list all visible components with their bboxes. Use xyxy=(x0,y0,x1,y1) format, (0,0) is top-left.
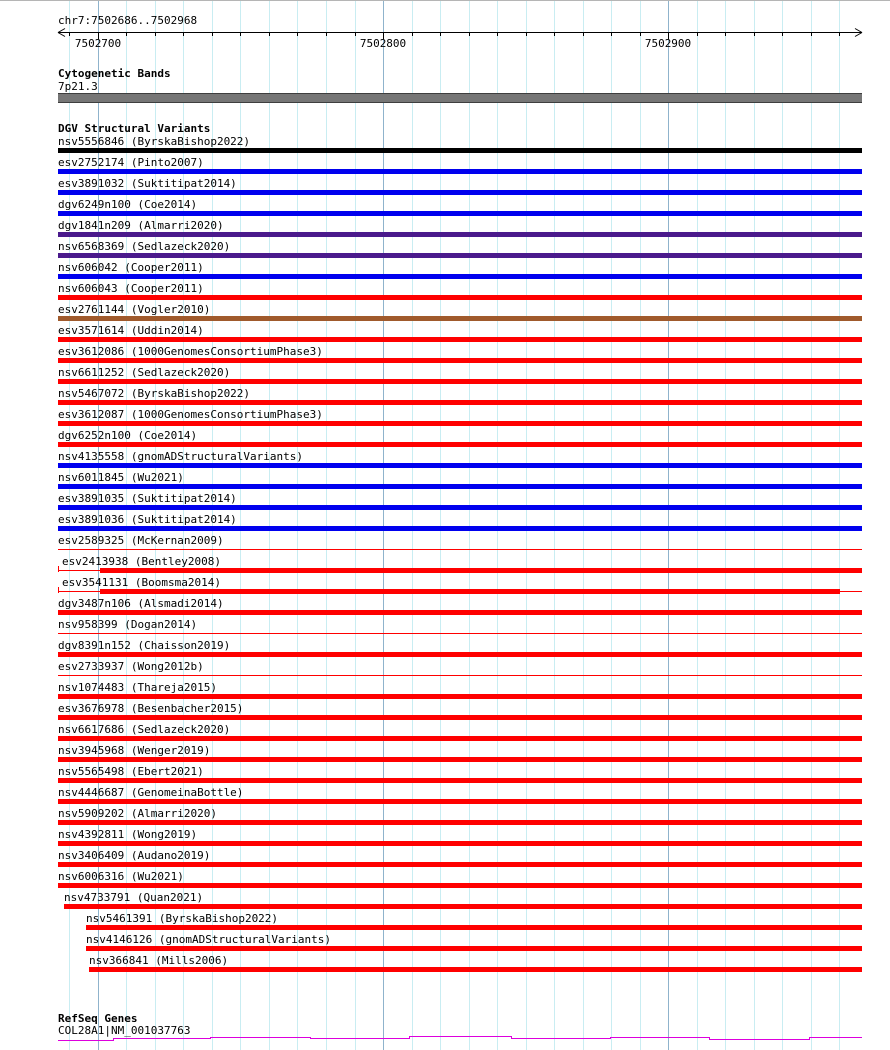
ruler-left-arrow-icon xyxy=(58,29,65,33)
variant-line[interactable] xyxy=(58,549,862,550)
variant-bar[interactable] xyxy=(58,862,862,867)
variant-bar[interactable] xyxy=(58,820,862,825)
variant-bar[interactable] xyxy=(86,946,862,951)
variant-start-tick xyxy=(58,566,59,572)
variant-start-tick xyxy=(58,587,59,593)
variant-label[interactable]: nsv6611252 (Sedlazeck2020) xyxy=(58,366,231,379)
variant-label[interactable]: nsv4135558 (gnomADStructuralVariants) xyxy=(58,450,304,463)
refseq-intron-segment[interactable] xyxy=(113,1038,210,1039)
variant-bar[interactable] xyxy=(58,190,862,195)
variant-label[interactable]: dgv6252n100 (Coe2014) xyxy=(58,429,198,442)
variant-label[interactable]: nsv3406409 (Audano2019) xyxy=(58,849,211,862)
variant-label[interactable]: esv2761144 (Vogler2010) xyxy=(58,303,211,316)
ruler-tick-label: 7502800 xyxy=(359,37,407,50)
variant-bar[interactable] xyxy=(58,274,862,279)
variant-label[interactable]: nsv6568369 (Sedlazeck2020) xyxy=(58,240,231,253)
variant-bar[interactable] xyxy=(89,967,862,972)
variant-bar[interactable] xyxy=(100,589,840,594)
variant-bar[interactable] xyxy=(58,442,862,447)
variant-label[interactable]: nsv6006316 (Wu2021) xyxy=(58,870,184,883)
variant-label[interactable]: esv2413938 (Bentley2008) xyxy=(62,555,221,568)
variant-label[interactable]: nsv6011845 (Wu2021) xyxy=(58,471,184,484)
refseq-intron-segment[interactable] xyxy=(409,1036,511,1037)
variant-bar[interactable] xyxy=(58,379,862,384)
cytoband-label: 7p21.3 xyxy=(58,80,98,93)
track-title-cytogenetic-bands: Cytogenetic Bands xyxy=(58,67,171,80)
variant-bar[interactable] xyxy=(58,148,862,153)
variant-bar[interactable] xyxy=(58,211,862,216)
ruler-right-arrow-icon xyxy=(855,29,862,33)
variant-label[interactable]: esv2589325 (McKernan2009) xyxy=(58,534,224,547)
variant-label[interactable]: nsv958399 (Dogan2014) xyxy=(58,618,198,631)
refseq-intron-segment[interactable] xyxy=(58,1040,113,1041)
variant-label[interactable]: nsv6617686 (Sedlazeck2020) xyxy=(58,723,231,736)
variant-bar[interactable] xyxy=(58,232,862,237)
variant-label[interactable]: nsv4733791 (Quan2021) xyxy=(64,891,204,904)
variant-bar[interactable] xyxy=(58,694,862,699)
ruler-tick-label: 7502900 xyxy=(644,37,692,50)
variant-bar[interactable] xyxy=(58,526,862,531)
variant-bar[interactable] xyxy=(58,505,862,510)
track-title-dgv-structural-variants: DGV Structural Variants xyxy=(58,122,211,135)
variant-label[interactable]: dgv6249n100 (Coe2014) xyxy=(58,198,198,211)
variant-label[interactable]: dgv8391n152 (Chaisson2019) xyxy=(58,639,231,652)
variant-label[interactable]: nsv5556846 (ByrskaBishop2022) xyxy=(58,135,251,148)
variant-bar[interactable] xyxy=(58,841,862,846)
variant-label[interactable]: esv3891032 (Suktitipat2014) xyxy=(58,177,237,190)
variant-label[interactable]: nsv1074483 (Thareja2015) xyxy=(58,681,217,694)
refseq-intron-segment[interactable] xyxy=(809,1037,862,1038)
variant-label[interactable]: esv3571614 (Uddin2014) xyxy=(58,324,204,337)
refseq-intron-segment[interactable] xyxy=(709,1039,809,1040)
refseq-gene-label[interactable]: COL28A1|NM_001037763 xyxy=(58,1024,191,1037)
variant-line[interactable] xyxy=(840,591,862,592)
variant-label[interactable]: nsv4392811 (Wong2019) xyxy=(58,828,198,841)
variant-label[interactable]: esv3891036 (Suktitipat2014) xyxy=(58,513,237,526)
variant-bar[interactable] xyxy=(58,652,862,657)
variant-bar[interactable] xyxy=(100,568,862,573)
variant-bar[interactable] xyxy=(58,610,862,615)
variant-line[interactable] xyxy=(58,675,862,676)
variant-bar[interactable] xyxy=(58,484,862,489)
ruler-tick-label: 7502700 xyxy=(74,37,122,50)
track-title-refseq-genes: RefSeq Genes xyxy=(58,1012,138,1025)
variant-label[interactable]: nsv606043 (Cooper2011) xyxy=(58,282,204,295)
variant-label[interactable]: esv2733937 (Wong2012b) xyxy=(58,660,204,673)
variant-label[interactable]: nsv4446687 (GenomeinaBottle) xyxy=(58,786,244,799)
cytoband-bar xyxy=(58,93,862,103)
variant-line[interactable] xyxy=(58,591,100,592)
region-label: chr7:7502686..7502968 xyxy=(58,14,198,27)
variant-bar[interactable] xyxy=(58,715,862,720)
variant-label[interactable]: esv3676978 (Besenbacher2015) xyxy=(58,702,244,715)
variant-label[interactable]: nsv3945968 (Wenger2019) xyxy=(58,744,211,757)
ruler-left-arrow-icon xyxy=(58,33,65,37)
variant-label[interactable]: dgv3487n106 (Alsmadi2014) xyxy=(58,597,224,610)
variant-label[interactable]: nsv5461391 (ByrskaBishop2022) xyxy=(86,912,279,925)
variant-label[interactable]: nsv5565498 (Ebert2021) xyxy=(58,765,204,778)
variant-bar[interactable] xyxy=(58,295,862,300)
variant-bar[interactable] xyxy=(58,778,862,783)
variant-label[interactable]: nsv606042 (Cooper2011) xyxy=(58,261,204,274)
variant-label[interactable]: esv3612087 (1000GenomesConsortiumPhase3) xyxy=(58,408,323,421)
variant-label[interactable]: esv2752174 (Pinto2007) xyxy=(58,156,204,169)
variant-bar[interactable] xyxy=(58,757,862,762)
variant-label[interactable]: dgv1841n209 (Almarri2020) xyxy=(58,219,224,232)
variant-bar[interactable] xyxy=(58,316,862,321)
variant-bar[interactable] xyxy=(58,883,862,888)
refseq-intron-segment[interactable] xyxy=(610,1037,709,1038)
variant-bar[interactable] xyxy=(58,799,862,804)
variant-bar[interactable] xyxy=(58,337,862,342)
variant-line[interactable] xyxy=(58,633,862,634)
variant-label[interactable]: esv3612086 (1000GenomesConsortiumPhase3) xyxy=(58,345,323,358)
variant-bar[interactable] xyxy=(86,925,862,930)
variant-bar[interactable] xyxy=(64,904,862,909)
variant-bar[interactable] xyxy=(58,358,862,363)
variant-label[interactable]: esv3891035 (Suktitipat2014) xyxy=(58,492,237,505)
ruler-right-arrow-icon xyxy=(855,33,862,37)
variant-bar[interactable] xyxy=(58,463,862,468)
variant-bar[interactable] xyxy=(58,400,862,405)
refseq-intron-segment[interactable] xyxy=(210,1037,310,1038)
variant-label[interactable]: esv3541131 (Boomsma2014) xyxy=(62,576,221,589)
variant-label[interactable]: nsv4146126 (gnomADStructuralVariants) xyxy=(86,933,332,946)
variant-line[interactable] xyxy=(58,570,100,571)
variant-bar[interactable] xyxy=(58,169,862,174)
variant-label[interactable]: nsv5467072 (ByrskaBishop2022) xyxy=(58,387,251,400)
refseq-intron-segment[interactable] xyxy=(310,1038,409,1039)
variant-label[interactable]: nsv5909202 (Almarri2020) xyxy=(58,807,217,820)
refseq-intron-segment[interactable] xyxy=(511,1038,610,1039)
variant-bar[interactable] xyxy=(58,253,862,258)
variant-bar[interactable] xyxy=(58,736,862,741)
variant-label[interactable]: nsv366841 (Mills2006) xyxy=(89,954,229,967)
variant-bar[interactable] xyxy=(58,421,862,426)
